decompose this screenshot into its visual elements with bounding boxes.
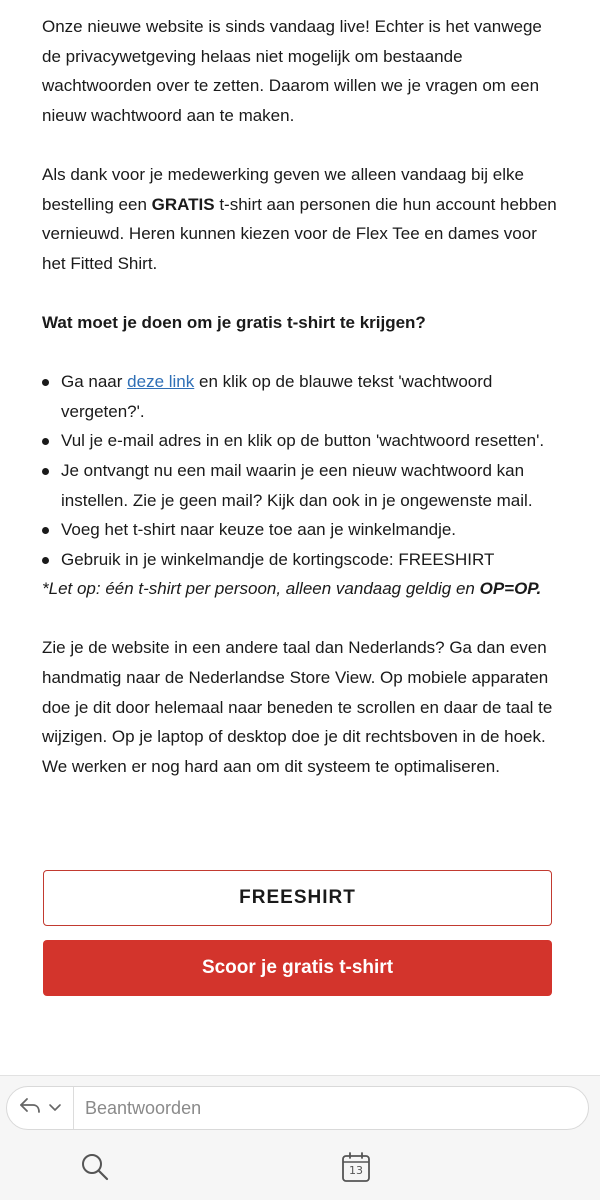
search-icon[interactable] xyxy=(78,1150,112,1184)
terms-note-text: *Let op: één t-shirt per persoon, alleen vandaag geldig en xyxy=(42,579,480,599)
email-body xyxy=(42,12,562,811)
gratis-emphasis: GRATIS xyxy=(151,194,215,214)
step-item: Vul je e-mail adres in en klik op de button 'wachtwoord resetten'. xyxy=(61,426,562,456)
step-1-text-start: Ga naar xyxy=(61,372,128,392)
reply-arrow-icon[interactable] xyxy=(18,1096,42,1121)
intro-paragraph: Onze nieuwe website is sinds vandaag live! Echter is het vanwege de privacywetgeving helaas niet mogelijk om bestaande wachtwoorden over te zetten. Daarom willen we je vragen om een nieuw wachtwoord aan te maken. xyxy=(42,17,542,125)
discount-code-box: FREESHIRT xyxy=(43,870,552,926)
instructions-heading: Wat moet je doen om je gratis t-shirt te krijgen? xyxy=(42,312,426,332)
terms-note xyxy=(42,574,562,604)
op-op-emphasis: OP=OP. xyxy=(479,579,542,599)
reply-placeholder[interactable]: Beantwoorden xyxy=(85,1097,202,1118)
instruction-steps xyxy=(42,367,562,574)
store-view-paragraph: Zie je de website in een andere taal dan Nederlands? Ga dan even handmatig naar de Nederlandse Store View. Op mobiele apparaten doe je dit door helemaal naar beneden te scrollen en daar de taal te wijzigen. Op je laptop of desktop doe je dit rechtsboven in de hoek. We werken er nog hard aan om dit systeem te optimaliseren. xyxy=(42,638,553,776)
step-item: Je ontvangt nu een mail waarin je een nieuw wachtwoord kan instellen. Zie je geen mail? Kijk dan ook in je ongewenste mail. xyxy=(61,456,562,515)
step-item xyxy=(61,367,562,426)
reset-password-link[interactable]: deze link xyxy=(127,372,195,392)
step-1-text-end: en klik op de blauwe tekst 'wachtwoord vergeten?'. xyxy=(61,372,493,421)
thanks-paragraph xyxy=(42,160,562,278)
thanks-text-end: t-shirt aan personen die hun account hebben vernieuwd. Heren kunnen kiezen voor de Flex Tee en dames voor het Fitted Shirt. xyxy=(42,194,557,273)
claim-tshirt-button[interactable]: Scoor je gratis t-shirt xyxy=(43,940,552,996)
thanks-text-start: Als dank voor je medewerking geven we alleen vandaag bij elke bestelling een xyxy=(42,164,524,214)
reply-bar[interactable] xyxy=(6,1086,589,1130)
reply-actions[interactable] xyxy=(7,1087,74,1129)
mail-bottom-bar xyxy=(0,1075,600,1200)
calendar-icon[interactable] xyxy=(341,1151,371,1183)
step-item: Voeg het t-shirt naar keuze toe aan je winkelmandje. xyxy=(61,515,562,545)
step-item: Gebruik in je winkelmandje de kortingscode: FREESHIRT xyxy=(61,545,562,575)
chevron-down-icon[interactable] xyxy=(48,1099,62,1117)
calendar-day: 13 xyxy=(349,1164,363,1177)
